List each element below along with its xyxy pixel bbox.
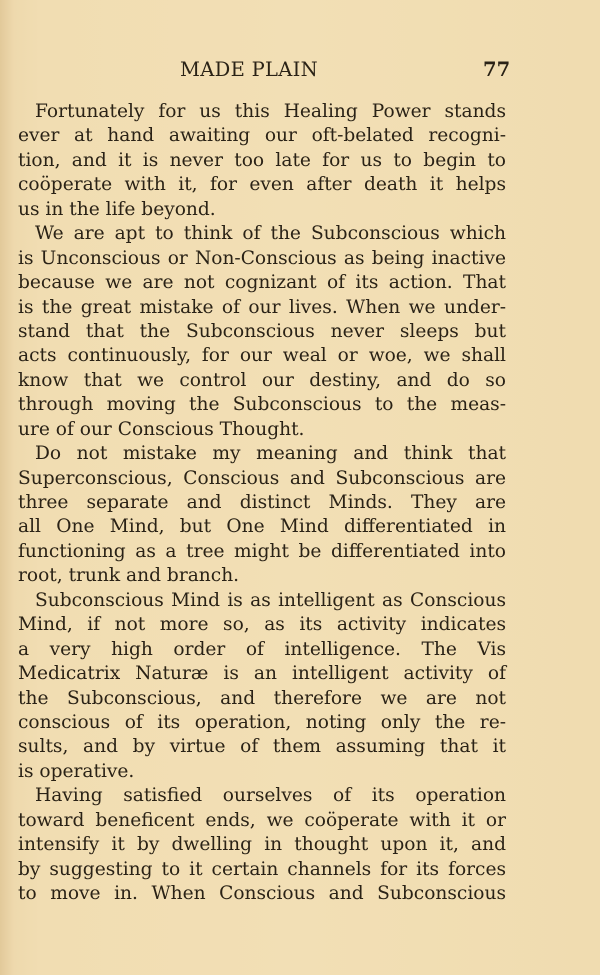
text-line: Fortunately for us this Healing Power stands (35, 101, 506, 122)
page-body (18, 100, 506, 906)
text-line: Medicatrix Naturæ is an intelligent activity of (18, 663, 506, 685)
text-line: know that we control our destiny, and do so (18, 369, 506, 391)
text-line: is the great mistake of our lives. When we under- (18, 296, 506, 318)
text-line: to move in. When Conscious and Subconscious (18, 883, 506, 904)
text-line: Mind, if not more so, as its activity indicates (18, 614, 506, 636)
text-line: ever at hand awaiting our oft-belated recogni- (18, 125, 506, 147)
text-line: We are apt to think of the Subconscious which (35, 223, 506, 245)
text-line: Subconscious Mind is as intelligent as Conscious (35, 589, 506, 611)
text-line: toward beneficent ends, we coöperate with it or (18, 809, 506, 831)
text-line: acts continuously, for our weal or woe, we shall (18, 345, 506, 367)
text-line: three separate and distinct Minds. They are (18, 492, 506, 513)
page-header (0, 58, 600, 88)
page-number: 77 (483, 58, 511, 81)
text-line: by suggesting to it certain channels for its forces (18, 858, 506, 880)
text-line: through moving the Subconscious to the meas- (18, 394, 506, 416)
paragraph (18, 784, 506, 906)
text-line: the Subconscious, and therefore we are not (18, 687, 506, 709)
text-line: Do not mistake my meaning and think that (35, 443, 506, 465)
paragraph (18, 222, 506, 442)
text-line: is operative. (18, 760, 135, 782)
text-line: functioning as a tree might be differentiated into (18, 540, 506, 562)
running-title: MADE PLAIN (180, 58, 319, 81)
text-line: ure of our Conscious Thought. (18, 418, 305, 440)
text-line: all One Mind, but One Mind differentiated in (18, 516, 506, 538)
text-line: tion, and it is never too late for us to begin to (18, 149, 506, 171)
text-line: root, trunk and branch. (18, 565, 240, 587)
text-line: Superconscious, Conscious and Subconscious are (18, 467, 506, 489)
text-line: Having satisfied ourselves of its operation (35, 785, 506, 807)
text-line: sults, and by virtue of them assuming that it (18, 736, 506, 758)
text-line: is Unconscious or Non-Conscious as being inactive (18, 247, 506, 269)
text-line: stand that the Subconscious never sleeps but (18, 320, 506, 342)
text-line: coöperate with it, for even after death it helps (18, 174, 506, 196)
text-line: intensify it by dwelling in thought upon it, and (18, 834, 506, 856)
text-line: because we are not cognizant of its action. That (18, 272, 506, 294)
text-line: us in the life beyond. (18, 198, 216, 220)
paragraph (18, 100, 506, 222)
paragraph (18, 442, 506, 589)
paragraph (18, 589, 506, 785)
text-line: conscious of its operation, noting only the re- (18, 711, 506, 733)
text-line: a very high order of intelligence. The Vis (18, 638, 506, 660)
